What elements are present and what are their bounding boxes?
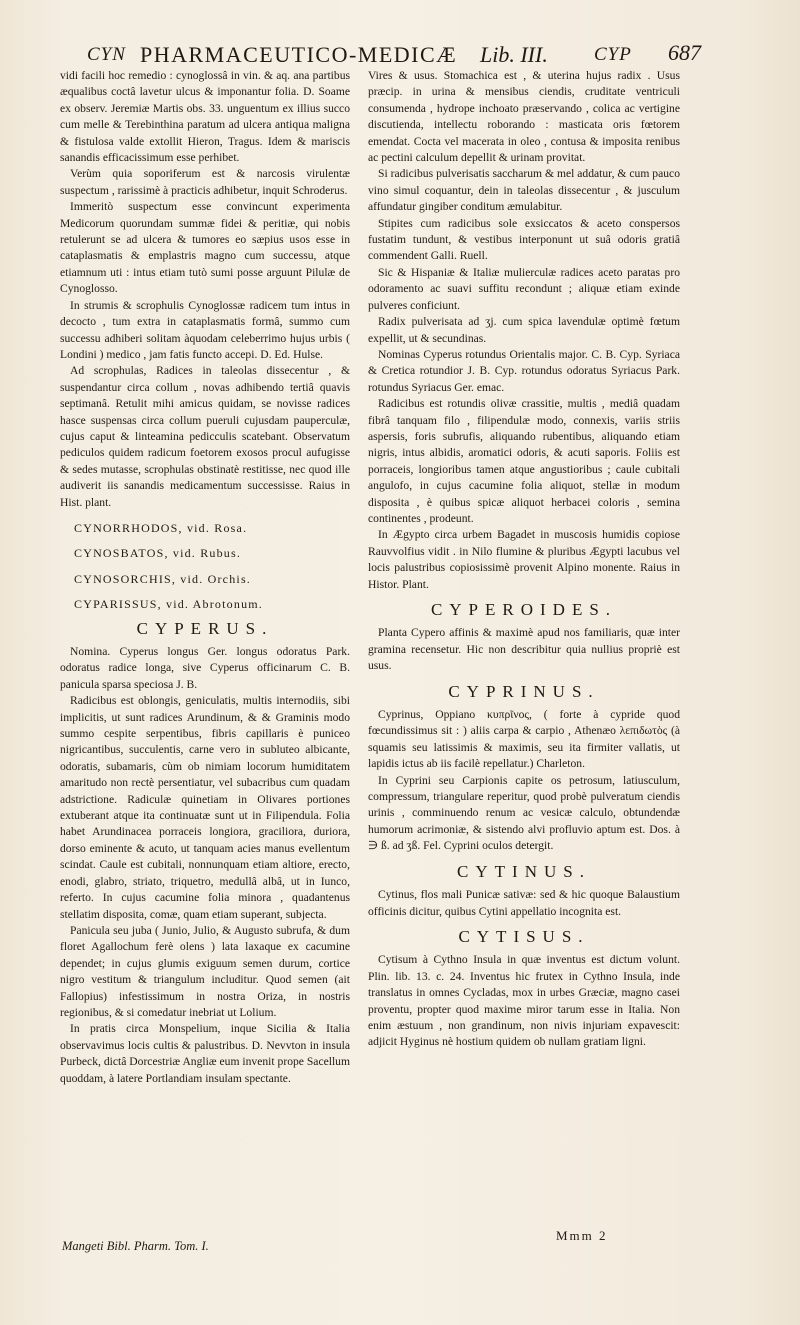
paragraph: Nomina. Cyperus longus Ger. longus odoratus Park. odoratus radice longa, sive Cyperus officinarum C. B. panicula sparsa speciosa J. B.: [60, 645, 350, 691]
paragraph: In Ægypto circa urbem Bagadet in muscosis humidis copiose Rauvvolfius vidit . in Nilo flumine & pluribus Ægypti lacubus vel locis palustribus copiosissimè provenit Alpino monente. Raius in Histor. Plant.: [368, 528, 680, 591]
paragraph: In strumis & scrophulis Cynoglossæ radicem tum intus in decocto , tum extra in cataplasmatis formâ, summo cum successu adhiberi solitam àquodam celeberrimo hujus urbis ( Londini ) medico , jam fatis functo accepi. D. Ed. Hulse.: [60, 298, 350, 361]
section-heading: CYTINUS.: [457, 861, 591, 881]
paragraph: Planta Cypero affinis & maximè apud nos familiaris, quæ inter gramina recensetur. Hic non describitur quia nullius propriè est usus.: [368, 626, 680, 673]
cross-reference: CYNOSORCHIS, vid. Orchis.: [74, 571, 252, 586]
paragraph: vidi facili hoc remedio : cynoglossâ in vin. & aq. ana partibus æqualibus coctâ lavetur ulcus & imponantur folia. D. Soame ex observ. Jeremiæ Martis obs. 33. unguentum ex illius succo cum melle & Terebinthina paratum ad ulcera antiqua maligna & fistulosa valde extollit Hieron, Tragus. Idem & mariscis sanandis efficacissimum esse perhibet.: [60, 69, 350, 165]
header-left-key: CYN: [87, 44, 126, 65]
paragraph: Panicula seu juba ( Junio, Julio, & Augusto subrufa, & dum floret Agallochum ferè olens ) lata laxaque ex cacumine dependet; in cujus glumis exiguum semen durum, cortice nigro vestitum & triangulum includitur. Quod semen (ait Fallopius) infestissimum in nostra Oriza, in nostris regionibus, & si comedatur inebriat ut Lolium.: [60, 923, 350, 1019]
catchword: Mmm 2: [556, 1228, 608, 1243]
paragraph: Radix pulverisata ad ʒj. cum spica lavendulæ optimè fœtum expellit, ut & secundinas.: [368, 315, 680, 345]
section-heading: CYPRINUS.: [448, 681, 600, 701]
paragraph: Si radicibus pulverisatis saccharum & mel addatur, & cum pauco vino simul coquantur, dein in taleolas dissecentur , & jusculum affundatur gingiber conditum æmulabitur.: [368, 167, 680, 214]
paragraph: Verùm quia soporiferum est & narcosis virulentæ suspectum , rarissimè à practicis adhibetur, inquit Schroderus.: [60, 167, 350, 197]
right-column: [368, 68, 680, 1051]
cross-reference: CYNOSBATOS, vid. Rubus.: [74, 546, 242, 561]
header-title: PHARMACEUTICO-MEDICÆ: [140, 42, 458, 67]
paragraph: Radicibus est oblongis, geniculatis, multis internodiis, sibi implicitis, ut sunt radices Arundinum, & & Graminis modo summo cespite serpentibus, fibris capillaris è puniceo nigricantibus, succulentis, carne vero in subluteo albicante, odoratis, subamaris, cùm ob nimiam locorum humiditatem amaritudo non rectè persentiatur, vel subacribus cum quadam adstrictione. Radiculæ quinetiam in Olivares portiones extuberant atque ita continuatæ sunt ut in Filipendula. Folia habet Arundinacea porraceis longiora, graciliora, duriora, dorso eminente & acuto, ut tanquam acies manus evellentum scindat. Caule est cubitali, nonnunquam etiam altiore, erecto, enodi, glabro, striato, triquetro, medullâ albâ, ut in Iunco, referto. In cujus cacumine folia minora , quadantenus stellatim disposita, comæ, quam etiam superant, subjecta.: [60, 694, 350, 921]
cross-reference: CYNORRHODOS, vid. Rosa.: [74, 520, 248, 535]
section-heading: CYPERUS.: [136, 618, 274, 638]
paragraph: Sic & Hispaniæ & Italiæ mulierculæ radices aceto paratas pro odoramento ac suavi suffitu recondunt ; aliquæ etiam exinde pulveres conficiunt.: [368, 265, 680, 312]
paragraph: Cytinus, flos mali Punicæ sativæ: sed & hic quoque Balaustium officinis dicitur, quibus Cytini appellatio incognita est.: [368, 888, 680, 918]
header-book-number: Lib. III.: [480, 42, 548, 67]
paragraph: Cyprinus, Oppiano κυπρῖνος, ( forte à cypride quod fœcundissimus sit : ) aliis carpa & carpio , Athenæo λεπιδωτὸς (à squamis seu latissimis & maximis, seu ita firmiter vallatis, ut lapidis ictus ab iis facilè repellatur.) Charleton.: [368, 708, 680, 771]
paragraph: Nominas Cyperus rotundus Orientalis major. C. B. Cyp. Syriaca & Cretica rotundior J. B. Cyp. rotundus odoratus Syriacus Park. rotundus Syriacus Ger. emac.: [368, 347, 680, 394]
section-heading: CYTISUS.: [458, 926, 590, 946]
paragraph: Immeritò suspectum esse convincunt experimenta Medicorum quorundam summæ fidei & peritiæ, qui nobis retulerunt se ad ulcera & tumores eo sæpius usos esse in cataplasmatis & emplastris magno cum successu, atque etiamnum uti : intus etiam tutò sumi posse arguunt Pilulæ de Cynoglosso.: [60, 200, 350, 296]
paragraph: Vires & usus. Stomachica est , & uterina hujus radix . Usus præcip. in urina & mensibus ciendis, cruditate ventriculi consumenda , hydrope inchoato præservando , colica ac vertigine discutienda, intellectu roborando : masticata oris fœtorem emendat. Cocta vel macerata in oleo , contusa & imposita renibus ac pectini calculum depellit & urinam provitat.: [368, 69, 680, 165]
paragraph: Stipites cum radicibus sole exsiccatos & aceto conspersos fustatim tundunt, & vestibus interponunt ut suâ odoris gratiâ commendent Galli. Ruell.: [368, 216, 680, 263]
paragraph: Cytisum à Cythno Insula in quæ inventus est dictum volunt. Plin. lib. 13. c. 24. Inventus hic frutex in Cythno Insula, inde translatus in omnes Cycladas, mox in urbes Græciæ, magno casei proventu, propter quod maxime miror tarum esse in Italia. Non enim æstuum , non grandinum, non nivis injuriam expavescit: adjicit Hyginus nè hostium quidem ob nullam gratiam ligni.: [368, 953, 680, 1049]
paragraph: Ad scrophulas, Radices in taleolas dissecentur , & suspendantur circa collum , novas adhibendo tertiâ quavis septimanâ. Retulit mihi amicus quidam, se novisse radices hasce suspensas circa collum pueruli cujusdam pauperculæ, cujus caput & linteamina pedicculis scatebant. Observatum pediculos quidem radicum foetorem exosos procul aufugisse & sedes mutasse, scrophulas obstinatè restitisse, nec quod ille audiverit iis sanandis medicamentum successisse. Raius in Hist. plant.: [60, 364, 350, 509]
paragraph: In Cyprini seu Carpionis capite os petrosum, latiusculum, compressum, triangulare reperitur, quod probè pulveratum ciendis urinis , comminuendo renum ac vesicæ calculo, obtundendæ humorum acrimoniæ, & sistendo alvi profluvio aptum est. Dos. à ∋ ß. ad ʒß. Fel. Cyprini oculos detergit.: [368, 773, 680, 853]
paragraph: In pratis circa Monspelium, inque Sicilia & Italia observavimus locis cultis & palustribus. D. Nevvton in insula Purbeck, dictâ Dorcestriæ Angliæ eum invenit prope Sacellum quoddam, à latere Portlandiam insulam spectante.: [60, 1022, 350, 1085]
paragraph: Radicibus est rotundis olivæ crassitie, multis , mediâ quadam fibrâ tanquam filo , filipendulæ modo, connexis, variis striis aspersis, foris subrufis, aliquando rubentibus, aliquando etiam nigris, intus albidis, aromatici odoris, & acuti saporis. Foliis est porraceis, longioribus tamen atque angustioribus ; caule cubitali angulofo, in cujus cacumine folia aliquot, stellæ in modum disposita , è quibus spicæ aliquot herbacei coloris , semina continentes , prodeunt.: [368, 397, 680, 525]
header-right-key: CYP: [594, 44, 632, 65]
cross-reference: CYPARISSUS, vid. Abrotonum.: [74, 597, 263, 612]
left-column: [60, 68, 350, 1087]
signature-mark: Mangeti Bibl. Pharm. Tom. I.: [62, 1239, 209, 1253]
page-number: 687: [668, 40, 701, 65]
section-heading: CYPEROIDES.: [430, 600, 618, 619]
